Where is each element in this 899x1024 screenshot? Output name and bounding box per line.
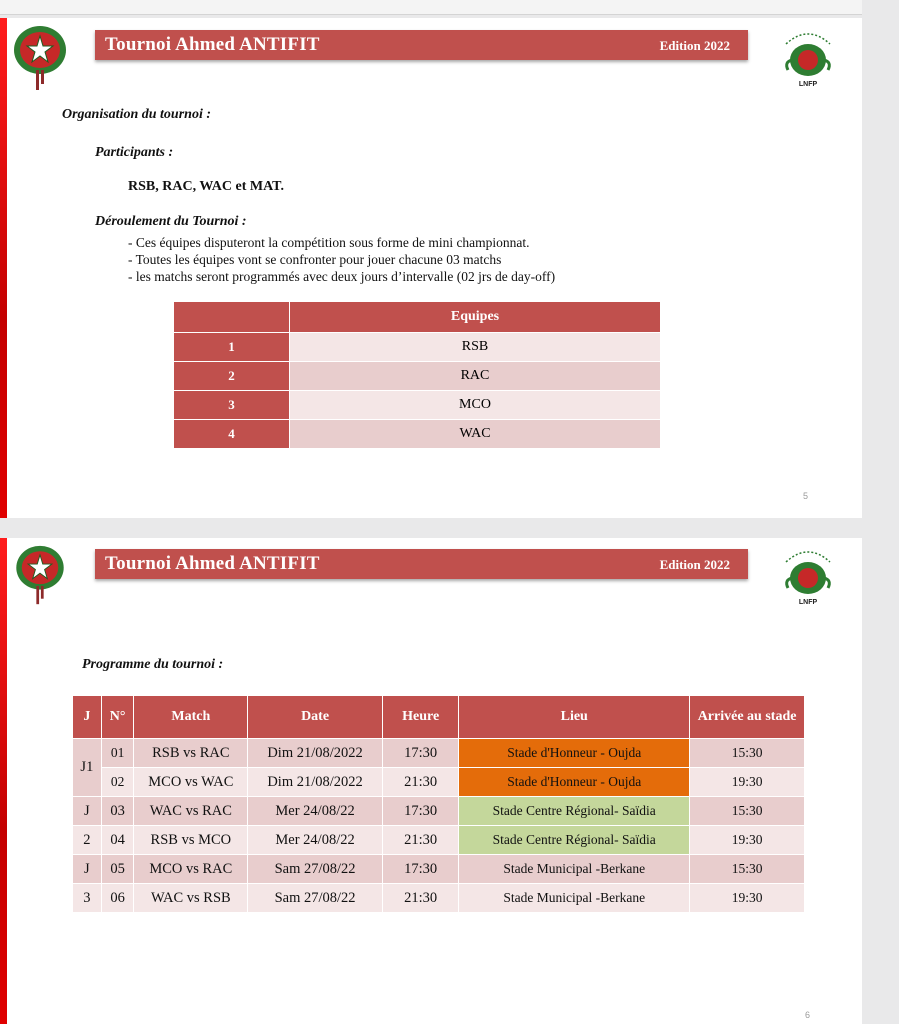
header-cell: Lieu xyxy=(459,696,690,739)
team-name: RAC xyxy=(290,362,661,391)
match-time: 17:30 xyxy=(382,797,458,826)
match-number: 01 xyxy=(101,739,134,768)
deroulement-label: Déroulement du Tournoi : xyxy=(95,214,247,229)
participants-value: RSB, RAC, WAC et MAT. xyxy=(128,179,284,194)
arrival-time: 19:30 xyxy=(690,826,805,855)
arrival-time: 19:30 xyxy=(690,768,805,797)
section-title: Organisation du tournoi : xyxy=(62,107,211,122)
match-name: RSB vs MCO xyxy=(134,826,248,855)
match-time: 21:30 xyxy=(382,826,458,855)
arrival-time: 15:30 xyxy=(690,739,805,768)
page-number: 6 xyxy=(805,1010,811,1020)
lnfp-label: LNFP xyxy=(798,599,818,606)
table-row xyxy=(73,884,805,913)
table-header-row xyxy=(73,696,805,739)
page-number: 5 xyxy=(803,491,809,501)
match-date: Mer 24/08/22 xyxy=(248,826,383,855)
arrival-time: 15:30 xyxy=(690,855,805,884)
banner-edition: Edition 2022 xyxy=(659,38,730,53)
slide-6 xyxy=(0,538,862,1024)
team-number: 3 xyxy=(174,391,290,420)
arrival-time: 15:30 xyxy=(690,797,805,826)
header-cell: Heure xyxy=(382,696,458,739)
banner-title: Tournoi Ahmed ANTIFIT xyxy=(105,34,320,55)
banner-title: Tournoi Ahmed ANTIFIT xyxy=(105,553,320,574)
section-title: Programme du tournoi : xyxy=(82,657,224,672)
schedule-table xyxy=(72,695,805,913)
header-cell: N° xyxy=(101,696,134,739)
journee-label: J xyxy=(73,855,102,884)
journee-label: 3 xyxy=(73,884,102,913)
journee-label: 2 xyxy=(73,826,102,855)
table-row xyxy=(174,362,661,391)
match-venue: Stade d'Honneur - Oujda xyxy=(459,739,690,768)
team-number: 2 xyxy=(174,362,290,391)
match-date: Dim 21/08/2022 xyxy=(248,739,383,768)
match-date: Sam 27/08/22 xyxy=(248,855,383,884)
top-bar xyxy=(0,0,862,15)
team-number: 4 xyxy=(174,420,290,449)
journee-label: J xyxy=(73,797,102,826)
match-time: 17:30 xyxy=(382,739,458,768)
match-number: 02 xyxy=(101,768,134,797)
red-side-strip xyxy=(0,538,7,1024)
header-cell: Equipes xyxy=(290,302,661,333)
title-banner xyxy=(95,549,748,579)
banner-edition: Edition 2022 xyxy=(659,557,730,572)
frmf-crest-icon xyxy=(12,544,68,606)
table-row xyxy=(73,826,805,855)
match-time: 17:30 xyxy=(382,855,458,884)
list-item: - Toutes les équipes vont se confronter pour jouer chacune 03 matchs xyxy=(128,252,502,267)
team-name: RSB xyxy=(290,333,661,362)
header-cell xyxy=(174,302,290,333)
match-name: WAC vs RSB xyxy=(134,884,248,913)
match-venue: Stade Centre Régional- Saïdia xyxy=(459,797,690,826)
match-date: Mer 24/08/22 xyxy=(248,797,383,826)
table-row xyxy=(73,768,805,797)
match-venue: Stade Municipal -Berkane xyxy=(459,884,690,913)
red-side-strip xyxy=(0,18,7,518)
arrival-time: 19:30 xyxy=(690,884,805,913)
lnfp-label: LNFP xyxy=(798,81,818,88)
team-number: 1 xyxy=(174,333,290,362)
match-number: 05 xyxy=(101,855,134,884)
match-name: MCO vs WAC xyxy=(134,768,248,797)
header-cell: Arrivée au stade xyxy=(690,696,805,739)
table-row xyxy=(73,739,805,768)
table-header-row xyxy=(174,302,661,333)
match-number: 03 xyxy=(101,797,134,826)
match-venue: Stade Centre Régional- Saïdia xyxy=(459,826,690,855)
lnfp-logo-icon xyxy=(778,540,838,608)
table-row xyxy=(174,333,661,362)
frmf-crest-icon xyxy=(12,24,68,92)
match-venue: Stade Municipal -Berkane xyxy=(459,855,690,884)
header-cell: J xyxy=(73,696,102,739)
lnfp-logo-icon xyxy=(778,22,838,90)
table-row xyxy=(174,420,661,449)
rules-list xyxy=(128,234,555,285)
match-time: 21:30 xyxy=(382,884,458,913)
list-item: - Ces équipes disputeront la compétition sous forme de mini championnat. xyxy=(128,235,530,250)
match-date: Sam 27/08/22 xyxy=(248,884,383,913)
header-cell: Match xyxy=(134,696,248,739)
match-venue: Stade d'Honneur - Oujda xyxy=(459,768,690,797)
participants-label: Participants : xyxy=(95,145,174,160)
match-number: 06 xyxy=(101,884,134,913)
list-item: - les matchs seront programmés avec deux jours d’intervalle (02 jrs de day-off) xyxy=(128,269,556,284)
match-name: RSB vs RAC xyxy=(134,739,248,768)
title-banner xyxy=(95,30,748,60)
match-date: Dim 21/08/2022 xyxy=(248,768,383,797)
journee-cell xyxy=(73,739,102,797)
match-name: WAC vs RAC xyxy=(134,797,248,826)
match-number: 04 xyxy=(101,826,134,855)
teams-table xyxy=(173,301,661,449)
header-cell: Date xyxy=(248,696,383,739)
table-row xyxy=(73,855,805,884)
journee-label: J1 xyxy=(80,759,94,775)
team-name: WAC xyxy=(290,420,661,449)
match-name: MCO vs RAC xyxy=(134,855,248,884)
slide-5 xyxy=(0,18,862,518)
team-name: MCO xyxy=(290,391,661,420)
match-time: 21:30 xyxy=(382,768,458,797)
table-row xyxy=(174,391,661,420)
table-row xyxy=(73,797,805,826)
